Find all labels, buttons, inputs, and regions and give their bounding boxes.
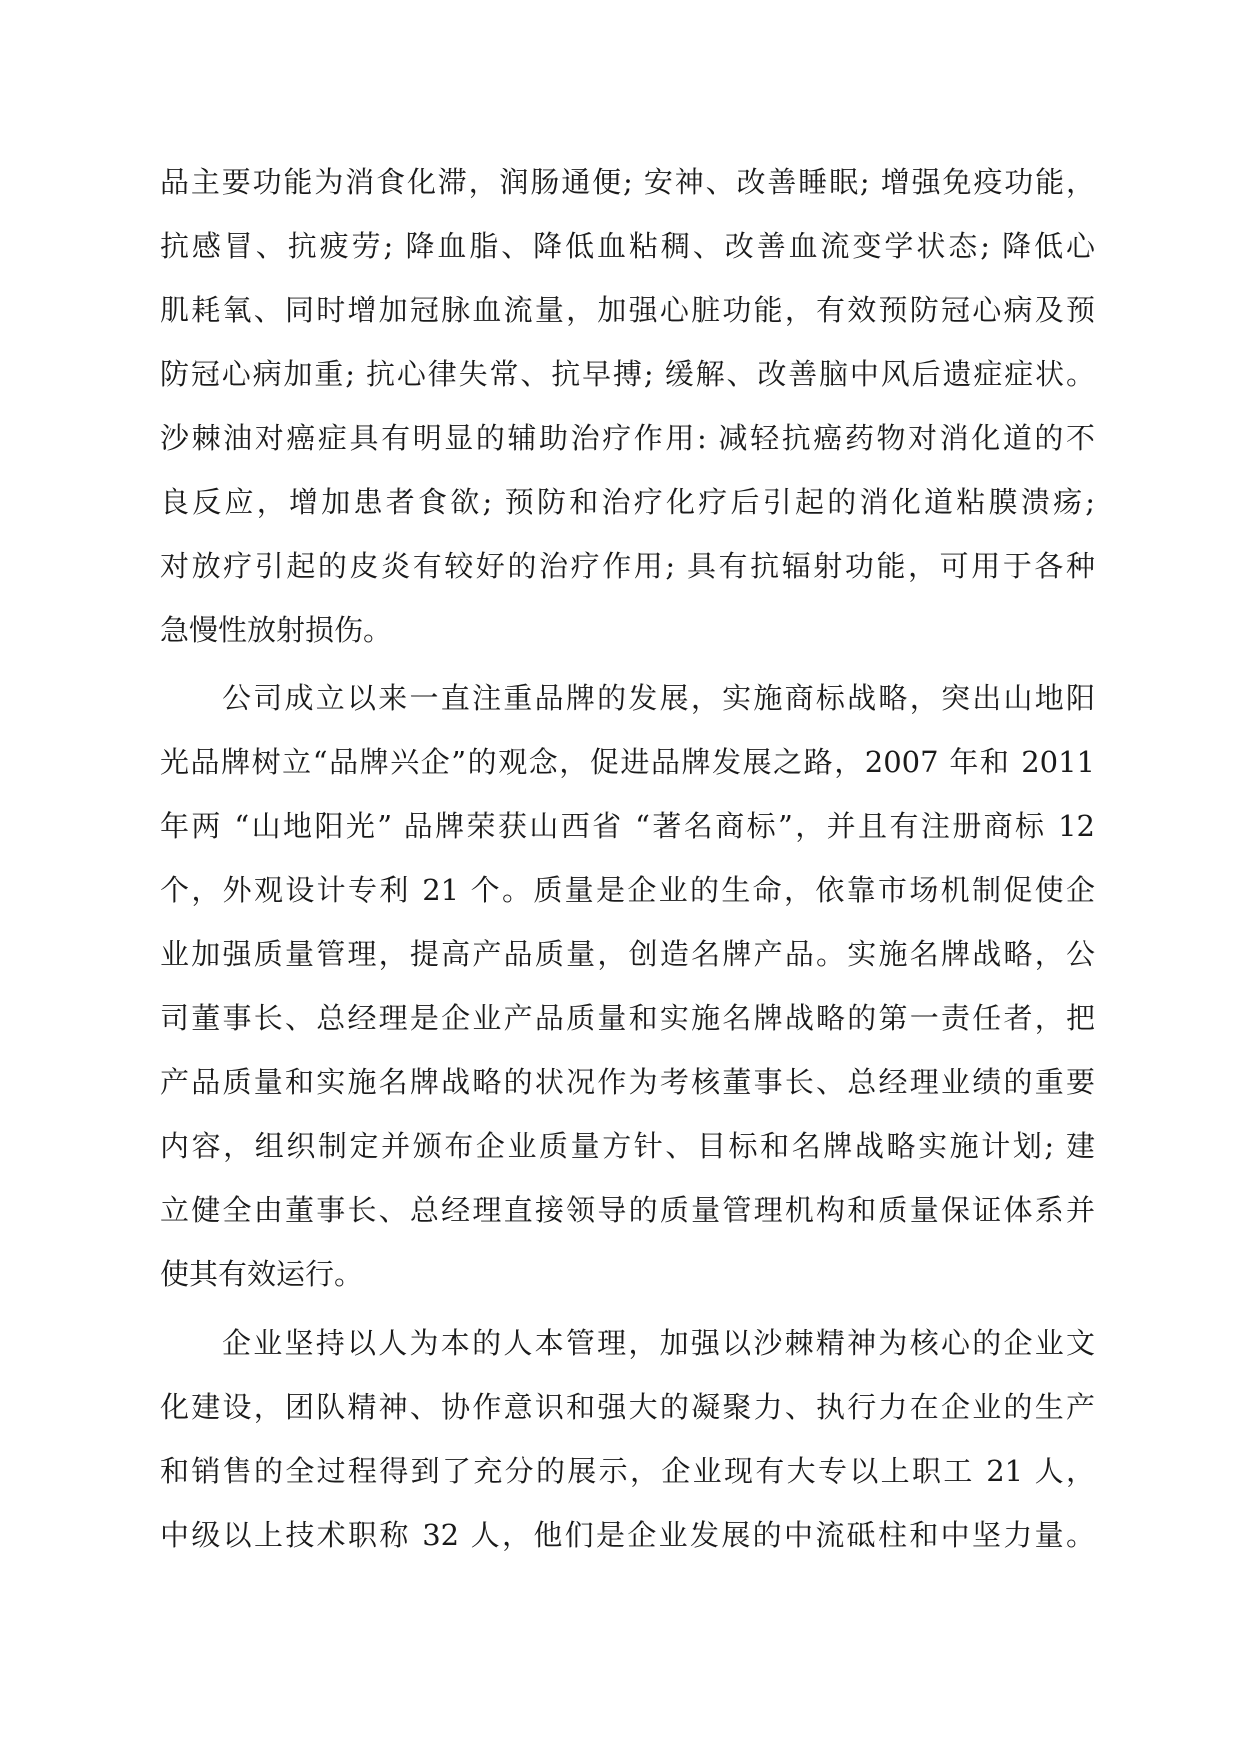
text-line: 公司成立以来一直注重品牌的发展，实施商标战略，突出山地阳 — [222, 681, 1095, 715]
text-line: 年两 “山地阳光” 品牌荣获山西省 “著名商标”，并且有注册商标 12 — [160, 809, 1095, 843]
text-line: 肌耗氧、同时增加冠脉血流量，加强心脏功能，有效预防冠心病及预 — [160, 293, 1095, 327]
text-line: 光品牌树立“品牌兴企”的观念，促进品牌发展之路，2007 年和 2011 — [160, 745, 1095, 779]
paragraph-corporate-culture — [160, 1311, 1095, 1567]
text-line: 品主要功能为消食化滞，润肠通便; 安神、改善睡眠; 增强免疫功能， — [160, 165, 1095, 199]
text-line: 良反应，增加患者食欲; 预防和治疗化疗后引起的消化道粘膜溃疡; — [160, 485, 1095, 519]
paragraph-health-functions — [160, 150, 1095, 662]
text-line: 个，外观设计专利 21 个。质量是企业的生命，依靠市场机制促使企 — [160, 873, 1095, 907]
text-line: 和销售的全过程得到了充分的展示，企业现有大专以上职工 21 人， — [160, 1454, 1095, 1488]
text-line: 化建设，团队精神、协作意识和强大的凝聚力、执行力在企业的生产 — [160, 1390, 1095, 1424]
text-line: 急慢性放射损伤。 — [160, 613, 393, 647]
text-line: 企业坚持以人为本的人本管理，加强以沙棘精神为核心的企业文 — [222, 1326, 1095, 1360]
text-line: 对放疗引起的皮炎有较好的治疗作用; 具有抗辐射功能，可用于各种 — [160, 549, 1095, 583]
paragraph-brand-strategy — [160, 666, 1095, 1306]
text-line: 中级以上技术职称 32 人，他们是企业发展的中流砥柱和中坚力量。 — [160, 1518, 1095, 1552]
text-line: 产品质量和实施名牌战略的状况作为考核董事长、总经理业绩的重要 — [160, 1065, 1095, 1099]
text-line: 司董事长、总经理是企业产品质量和实施名牌战略的第一责任者，把 — [160, 1001, 1095, 1035]
text-line: 使其有效运行。 — [160, 1257, 364, 1291]
text-line: 业加强质量管理，提高产品质量，创造名牌产品。实施名牌战略，公 — [160, 937, 1095, 971]
text-line: 沙棘油对癌症具有明显的辅助治疗作用: 减轻抗癌药物对消化道的不 — [160, 421, 1095, 455]
text-line: 内容，组织制定并颁布企业质量方针、目标和名牌战略实施计划; 建 — [160, 1129, 1095, 1163]
text-line: 立健全由董事长、总经理直接领导的质量管理机构和质量保证体系并 — [160, 1193, 1095, 1227]
text-line: 防冠心病加重; 抗心律失常、抗早搏; 缓解、改善脑中风后遗症症状。 — [160, 357, 1095, 391]
text-line: 抗感冒、抗疲劳; 降血脂、降低血粘稠、改善血流变学状态; 降低心 — [160, 229, 1095, 263]
